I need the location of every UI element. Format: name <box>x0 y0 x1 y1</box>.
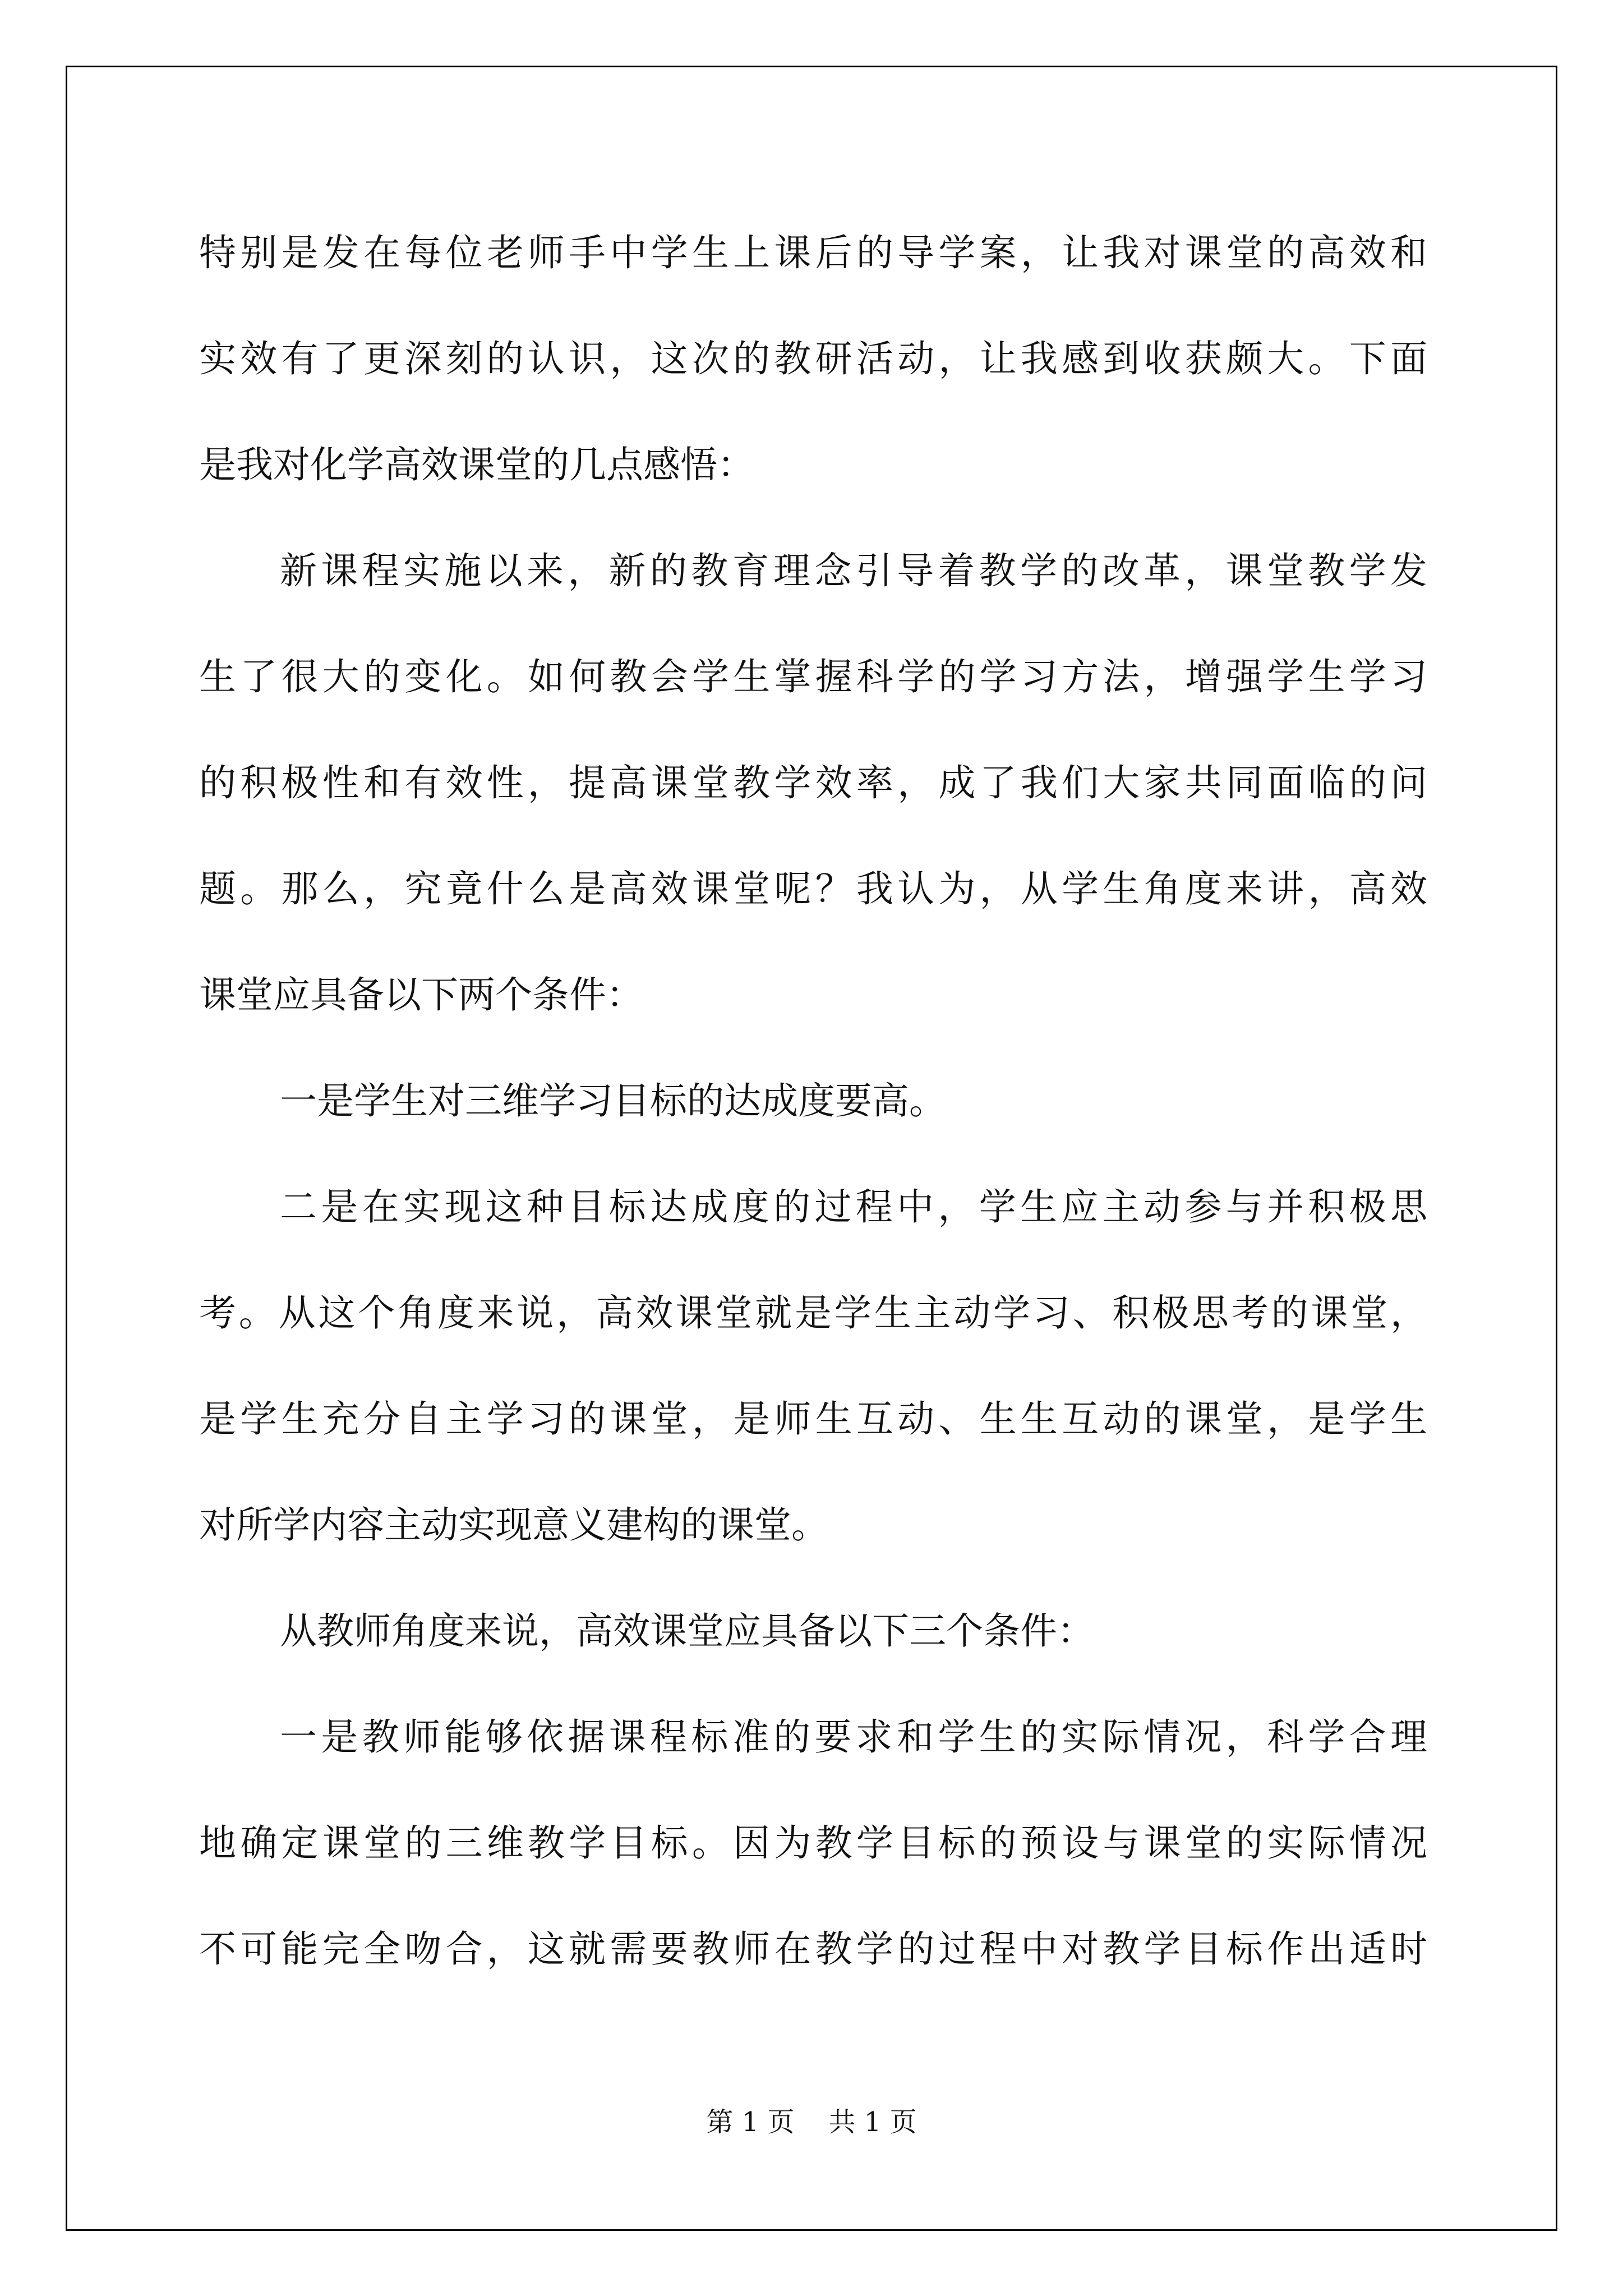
text-line: 是学生充分自主学习的课堂，是师生互动、生生互动的课堂，是学生 <box>199 1397 1427 1441</box>
text-line: 从教师角度来说，高效课堂应具备以下三个条件： <box>280 1609 1094 1653</box>
page-footer: 第 1 页 共 1 页 <box>706 2106 917 2138</box>
text-line: 考。从这个角度来说，高效课堂就是学生主动学习、积极思考的课堂， <box>199 1291 1427 1335</box>
text-line: 实效有了更深刻的认识，这次的教研活动，让我感到收获颇大。下面 <box>199 337 1427 380</box>
text-line: 题。那么，究竟什么是高效课堂呢？我认为，从学生角度来讲，高效 <box>199 867 1427 910</box>
text-line: 是我对化学高效课堂的几点感悟： <box>199 443 754 486</box>
text-line: 的积极性和有效性，提高课堂教学效率，成了我们大家共同面临的问 <box>199 761 1427 804</box>
text-line: 特别是发在每位老师手中学生上课后的导学案，让我对课堂的高效和 <box>199 231 1427 274</box>
text-line: 地确定课堂的三维教学目标。因为教学目标的预设与课堂的实际情况 <box>199 1821 1427 1865</box>
text-line: 对所学内容主动实现意义建构的课堂。 <box>199 1503 828 1547</box>
text-line: 一是学生对三维学习目标的达成度要高。 <box>280 1079 946 1122</box>
text-line: 生了很大的变化。如何教会学生掌握科学的学习方法，增强学生学习 <box>199 655 1427 698</box>
text-line: 一是教师能够依据课程标准的要求和学生的实际情况，科学合理 <box>280 1715 1427 1759</box>
text-line: 新课程实施以来，新的教育理念引导着教学的改革，课堂教学发 <box>280 549 1427 592</box>
text-line: 课堂应具备以下两个条件： <box>199 973 643 1016</box>
text-line: 不可能完全吻合，这就需要教师在教学的过程中对教学目标作出适时 <box>199 1927 1427 1971</box>
text-line: 二是在实现这种目标达成度的过程中，学生应主动参与并积极思 <box>280 1185 1427 1228</box>
document-body <box>199 200 1427 2002</box>
